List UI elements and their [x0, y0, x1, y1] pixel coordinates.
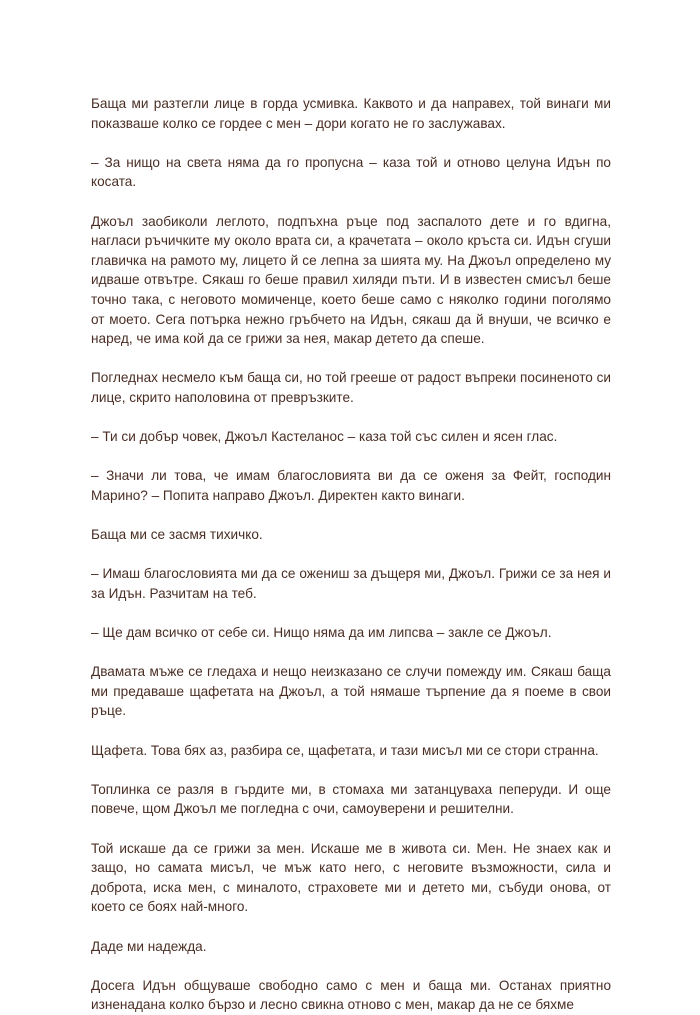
- paragraph: – Ще дам всичко от себе си. Нищо няма да им липсва – закле се Джоъл.: [91, 625, 552, 641]
- paragraph: Баща ми се засмя тихичко.: [91, 527, 263, 543]
- paragraph: Двамата мъже се гледаха и нещо неизказано се случи помежду им. Сякаш баща ми предаваше щафетата на Джоъл, а той нямаше търпение да я поеме в свои ръце.: [91, 664, 611, 719]
- paragraph: Даде ми надежда.: [91, 938, 207, 954]
- paragraph: Той искаше да се грижи за мен. Искаше ме в живота си. Мен. Не знаех как и защо, но самата мисъл, че мъж като него, с неговите възможности, сила и доброта, иска мен, с миналото, страховете ми и детето ми, събуди онова, от което се боях най-много.: [91, 840, 611, 915]
- paragraph: – Ти си добър човек, Джоъл Кастеланос – каза той със силен и ясен глас.: [91, 429, 558, 445]
- paragraph: – Имаш благословията ми да се ожениш за дъщеря ми, Джоъл. Грижи се за нея и за Идън. Разчитам на теб.: [91, 566, 611, 601]
- paragraph: – За нищо на света няма да го пропусна – каза той и отново целуна Идън по косата.: [91, 154, 611, 190]
- paragraph: Щафета. Това бях аз, разбира се, щафетата, и тази мисъл ми се стори странна.: [91, 742, 599, 758]
- paragraph: Джоъл заобиколи леглото, подпъхна ръце под заспалото дете и го вдигна, нагласи ръчичките му около врата си, а крачетата – около кръста си. Идън сгуши главичка на рамото му, лицето й се лепна за шията му. На Джоъл определено му идваше отвътре. Сякаш го беше правил хиляди пъти. И в известен смисъл беше точно така, с неговото момиченце, което беше само с няколко години поголямо от моето. Сега потърка нежно гръбчето на Идън, сякаш да й внуши, че всичко е наред, че има кой да се грижи за нея, макар детето да спеше.: [91, 213, 611, 347]
- document-page: [91, 94, 611, 1015]
- paragraph: Баща ми разтегли лице в горда усмивка. Каквото и да направех, той винаги ми показваше колко се гордее с мен – дори когато не го заслужавах.: [91, 96, 611, 131]
- paragraph: Топлинка се разля в гърдите ми, в стомаха ми затанцуваха пеперуди. И още повече, щом Джоъл ме погледна с очи, самоуверени и решителни.: [91, 781, 611, 817]
- paragraph: – Значи ли това, че имам благословията ви да се оженя за Фейт, господин Марино? – Попита направо Джоъл. Директен както винаги.: [91, 468, 611, 503]
- paragraph: Досега Идън общуваше свободно само с мен и баща ми. Останах приятно изненадана колко бързо и лесно свикна отново с мен, макар да не се бяхме: [91, 977, 611, 1013]
- paragraph: Погледнах несмело към баща си, но той грееше от радост въпреки посиненото си лице, скрито наполовина от превръзките.: [91, 370, 611, 405]
